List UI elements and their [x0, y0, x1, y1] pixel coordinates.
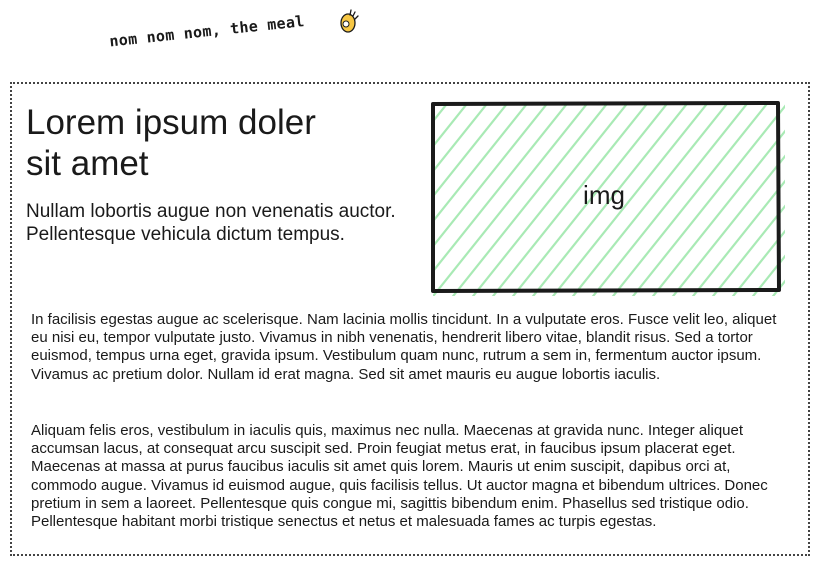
page-subtitle [26, 200, 426, 246]
page-subtitle-line-2: Pellentesque vehicula dictum tempus. [26, 224, 345, 245]
page-title-line-2: sit amet [26, 144, 149, 183]
ok-hand-icon [341, 10, 358, 32]
handwritten-annotation [110, 6, 370, 56]
body-paragraph-1: In facilisis egestas augue ac scelerisque. Nam lacinia mollis tincidunt. In a vulputate eros. Fusce velit leo, aliquet eu nisi eu, tempor vulputate justo. Vivamus in nibh venenatis, hendrerit libero vitae, blandit risus. Sed a tortor euismod, tempus urna eget, gravida ipsum. Vestibulum quam nunc, rutrum a sem in, fermentum auctor ipsum. Vivamus ac pretium dolor. Nullam id erat magna. Sed sit amet mauris eu augue lobortis iaculis. [31, 311, 777, 383]
page-subtitle-line-1: Nullam lobortis augue non venenatis auctor. [26, 201, 396, 222]
page-title-line-1: Lorem ipsum doler [26, 103, 316, 142]
body-paragraph-2: Aliquam felis eros, vestibulum in iaculis quis, maximus nec nulla. Maecenas at gravida nunc. Integer aliquet accumsan lacus, at consequat arcu suscipit sed. Proin feugiat metus erat, in faucibus ipsum placerat eget. Maecenas at massa at purus faucibus iaculis sit amet quis lorem. Mauris ut enim suscipit, dapibus orci at, commodo augue. Vivamus id euismod augue, quis facilisis tellus. Ut auctor magna et bibendum ultrices. Donec pretium in sem a laoreet. Pellentesque quis congue mi, sagittis bibendum enim. Phasellus sed tristique odio. Pellentesque habitant morbi tristique senectus et netus et malesuada fames ac turpis egestas. [31, 422, 768, 531]
image-placeholder-label: img [583, 180, 625, 210]
page-title [26, 102, 406, 184]
image-placeholder [430, 100, 785, 296]
annotation-svg [110, 6, 370, 56]
annotation-text: nom nom nom, the meal [108, 12, 306, 51]
hatch-line [810, 100, 821, 300]
